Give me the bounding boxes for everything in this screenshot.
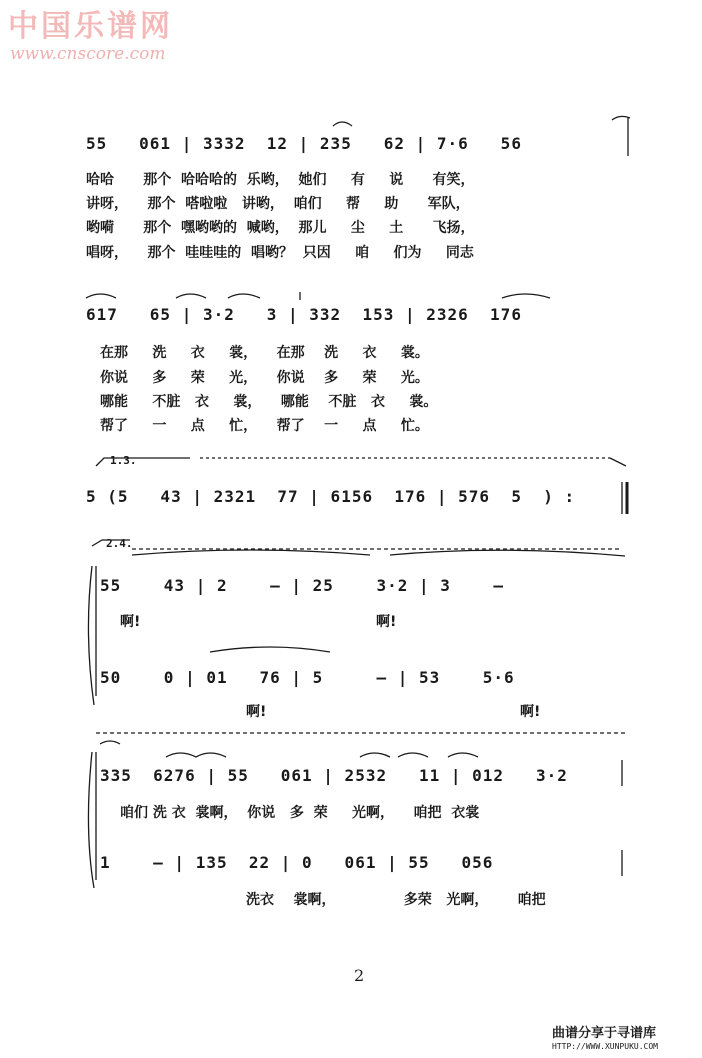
slur [333,122,352,126]
score-row-4-upper-lyric-2: 啊! [376,614,397,630]
score-row-5-lower-lyrics: 洗衣 裳啊， 多荣 光啊， 咱把 [246,892,546,908]
score-row-4-lower-lyric-1: 啊! [246,704,267,720]
score-row-5-lower-notes: 1 — | 135 22 | 0 061 | 55 056 [100,853,494,872]
volta-1-3: 1.3. [110,454,137,467]
score-row-2-lyric-verse-2: 你说 多 荣 光， 你说 多 荣 光。 [100,370,429,386]
slur [196,753,226,757]
slur [390,550,625,556]
score-row-4-lower-lyric-2: 啊! [520,704,541,720]
footer-text: 曲谱分享于寻谱库 [552,1026,657,1041]
system-bracket [88,752,94,888]
slur [176,294,206,298]
score-row-1-lyric-verse-2: 讲呀， 那个 嗒啦啦 讲哟， 咱们 帮 助 军队， [86,196,470,212]
score-row-5-upper-lyrics: 咱们 洗 衣 裳啊， 你说 多 荣 光啊， 咱把 衣裳 [120,805,480,821]
slur [166,753,196,757]
volta-2-4: 2.4. [106,537,133,550]
score-row-2-lyric-verse-4: 帮了 一 点 忙， 帮了 一 点 忙。 [100,418,429,434]
page-number: 2 [354,966,365,985]
score-row-4-lower-notes: 50 0 | 01 76 | 5 — | 53 5·6 [100,668,515,687]
watermark-url: www.cnscore.com [10,44,166,64]
score-row-1-lyric-verse-4: 唱呀， 那个 哇哇哇的 唱哟？ 只因 咱 们为 同志 [86,245,474,261]
slur [132,550,370,555]
score-row-3-notes: 5 (5 43 | 2321 77 | 6156 176 | 576 5 ) : [86,487,576,506]
score-row-1-notes: 55 061 | 3332 12 | 235 62 | 7·6 56 [86,134,522,153]
score-row-1-lyric-verse-3: 哟嗬 那个 嘿哟哟的 喊哟， 那儿 尘 土 飞扬， [86,220,475,236]
score-row-2-notes: 617 65 | 3·2 3 | 332 153 | 2326 176 [86,305,522,324]
slur [502,294,550,298]
score-row-2-lyric-verse-3: 哪能 不脏 衣 裳， 哪能 不脏 衣 裳。 [100,394,438,410]
slur [86,294,116,298]
slur [612,116,630,120]
watermark-title: 中国乐谱网 [8,9,173,44]
slur [448,753,478,757]
system-bracket [88,566,94,705]
score-row-4-upper-lyric-1: 啊! [120,614,141,630]
score-row-1-lyric-verse-1: 哈哈 那个 哈哈哈的 乐哟， 她们 有 说 有笑， [86,172,475,188]
slur [398,753,428,757]
volta-line [96,458,190,466]
slur [210,647,330,652]
volta-line [610,458,626,466]
slur [228,294,260,298]
score-row-2-lyric-verse-1: 在那 洗 衣 裳， 在那 洗 衣 裳。 [100,345,429,361]
score-row-5-upper-notes: 335 6276 | 55 061 | 2532 11 | 012 3·2 [100,766,568,785]
footer-url: HTTP://WWW.XUNPUKU.COM [552,1042,658,1051]
volta-line [92,540,130,546]
slur [100,741,120,744]
score-row-4-upper-notes: 55 43 | 2 — | 25 3·2 | 3 — [100,576,505,595]
footer [552,1026,658,1052]
slur [360,753,390,757]
